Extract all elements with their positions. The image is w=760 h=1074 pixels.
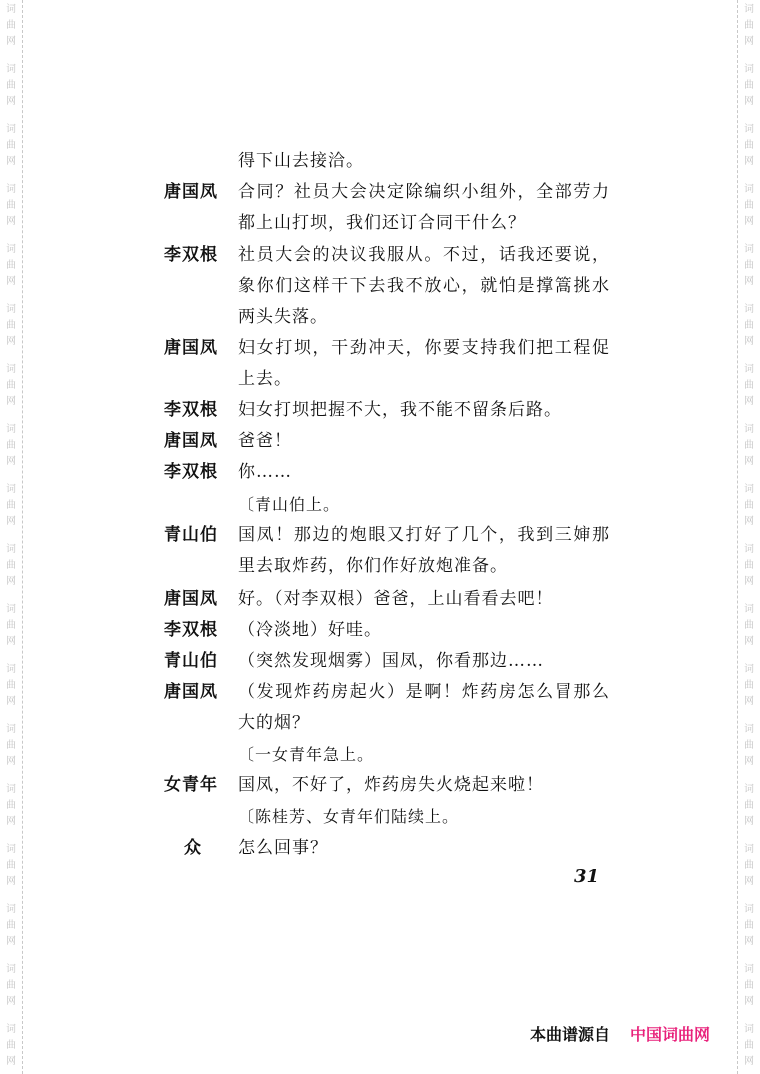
watermark-mark: 词 曲 网 <box>6 304 16 347</box>
footer-site-name[interactable]: 中国词曲网 <box>630 1025 711 1044</box>
line-text: 国凤！那边的炮眼又打好了几个，我到三婶那里去取炸药，你们作好放炮准备。 <box>238 525 610 576</box>
watermark-mark: 词 曲 网 <box>6 364 16 407</box>
line-text: 〔一女青年急上。 <box>238 745 375 764</box>
line-text: 合同？社员大会决定除编织小组外，全部劳力都上山打坝，我们还订合同干什么？ <box>238 182 610 233</box>
line-text: 〔青山伯上。 <box>238 495 341 514</box>
speaker-name: 青山伯 <box>164 525 218 545</box>
speaker-name: 唐国凤 <box>164 431 218 451</box>
left-margin-watermark <box>0 0 23 1074</box>
watermark-mark: 词 曲 网 <box>744 1024 754 1067</box>
watermark-mark: 词 曲 网 <box>744 364 754 407</box>
speaker-name: 李双根 <box>164 245 218 265</box>
line-text: 国凤，不好了，炸药房失火烧起来啦！ <box>238 775 544 795</box>
speaker-name: 唐国凤 <box>164 682 218 702</box>
watermark-mark: 词 曲 网 <box>744 64 754 107</box>
line-text: 妇女打坝，干劲冲天，你要支持我们把工程促上去。 <box>238 338 610 389</box>
speaker-name: 青山伯 <box>164 651 218 671</box>
speaker-name: 唐国凤 <box>164 589 218 609</box>
speaker-name: 唐国凤 <box>164 338 218 358</box>
line-text: 〔陈桂芳、女青年们陆续上。 <box>238 807 460 826</box>
line-text: （发现炸药房起火）是啊！炸药房怎么冒那么大的烟？ <box>238 682 610 733</box>
footer-source-label: 本曲谱源自 <box>530 1025 611 1044</box>
watermark-mark: 词 曲 网 <box>6 904 16 947</box>
line-text: （突然发现烟雾）国凤，你看那边…… <box>238 651 544 671</box>
watermark-mark: 词 曲 网 <box>744 184 754 227</box>
line-text: 好。（对李双根）爸爸，上山看看去吧！ <box>238 589 554 609</box>
watermark-mark: 词 曲 网 <box>744 664 754 707</box>
watermark-mark: 词 曲 网 <box>744 784 754 827</box>
watermark-mark: 词 曲 网 <box>6 844 16 887</box>
watermark-mark: 词 曲 网 <box>744 124 754 167</box>
speaker-name: 李双根 <box>164 462 218 482</box>
speaker-name: 女青年 <box>164 775 218 795</box>
speaker-name: 众 <box>184 838 202 858</box>
watermark-mark: 词 曲 网 <box>744 244 754 287</box>
watermark-mark: 词 曲 网 <box>6 544 16 587</box>
speaker-name: 李双根 <box>164 400 218 420</box>
watermark-mark: 词 曲 网 <box>6 4 16 47</box>
speaker-name: 李双根 <box>164 620 218 640</box>
watermark-mark: 词 曲 网 <box>744 604 754 647</box>
watermark-mark: 词 曲 网 <box>6 604 16 647</box>
watermark-mark: 词 曲 网 <box>6 664 16 707</box>
line-text: 妇女打坝把握不大，我不能不留条后路。 <box>238 400 562 420</box>
watermark-mark: 词 曲 网 <box>744 904 754 947</box>
watermark-mark: 词 曲 网 <box>6 244 16 287</box>
right-margin-watermark <box>737 0 760 1074</box>
watermark-mark: 词 曲 网 <box>6 124 16 167</box>
watermark-mark: 词 曲 网 <box>6 484 16 527</box>
line-text: 得下山去接洽。 <box>238 151 364 171</box>
speaker-name: 唐国凤 <box>164 182 218 202</box>
line-text: 社员大会的决议我服从。不过，话我还要说，象你们这样干下去我不放心，就怕是撑篙挑水两头失落。 <box>238 245 610 327</box>
watermark-mark: 词 曲 网 <box>744 304 754 347</box>
watermark-mark: 词 曲 网 <box>6 424 16 467</box>
watermark-mark: 词 曲 网 <box>744 724 754 767</box>
watermark-mark: 词 曲 网 <box>744 964 754 1007</box>
watermark-mark: 词 曲 网 <box>6 964 16 1007</box>
watermark-mark: 词 曲 网 <box>744 4 754 47</box>
line-text: （冷淡地）好哇。 <box>238 620 382 640</box>
footer-source <box>530 1022 710 1045</box>
line-text: 爸爸！ <box>238 431 292 451</box>
line-text: 你…… <box>238 462 292 482</box>
watermark-mark: 词 曲 网 <box>744 544 754 587</box>
watermark-mark: 词 曲 网 <box>6 1024 16 1067</box>
watermark-mark: 词 曲 网 <box>6 184 16 227</box>
line-text: 怎么回事？ <box>238 838 328 858</box>
watermark-mark: 词 曲 网 <box>744 424 754 467</box>
watermark-mark: 词 曲 网 <box>744 844 754 887</box>
watermark-mark: 词 曲 网 <box>6 784 16 827</box>
page-number: 31 <box>574 866 600 887</box>
watermark-mark: 词 曲 网 <box>6 724 16 767</box>
watermark-mark: 词 曲 网 <box>6 64 16 107</box>
watermark-mark: 词 曲 网 <box>744 484 754 527</box>
